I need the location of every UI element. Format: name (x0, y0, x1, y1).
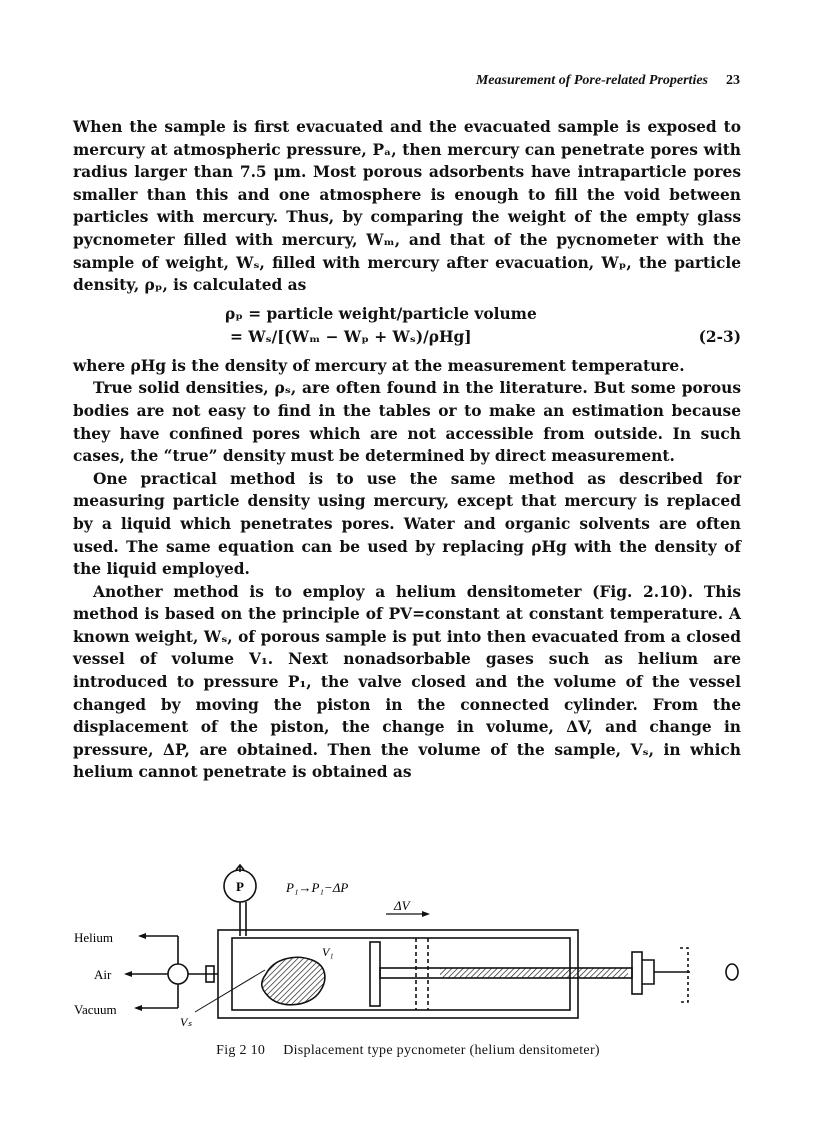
body-text (73, 116, 741, 784)
helium-label: Helium (74, 930, 113, 945)
delta-v-label: ΔV (394, 898, 410, 913)
pycnometer-diagram (60, 862, 760, 1042)
paragraph-5: Another method is to employ a helium densitometer (Fig. 2.10). This method is based on the principle of PV=constant at constant temperature. A known weight, Wₛ, of porous sample is put into then evacuated from a closed vessel of volume V₁. Next nonadsorbable gases such as helium are introduced to pressure P₁, the valve closed and the volume of the vessel changed by moving the piston in the connected cylinder. From the displacement of the piston, the change in volume, ΔV, and change in pressure, ΔP, are obtained. Then the volume of the sample, Vₛ, in which helium cannot penetrate is obtained as (73, 582, 741, 782)
page-number: 23 (726, 73, 740, 88)
porous-sample (262, 957, 325, 1004)
running-title: Measurement of Pore-related Properties (475, 73, 708, 88)
v1-label: V₁ (322, 945, 334, 959)
equation-line-1: ρₚ = particle weight/particle volume (225, 304, 537, 323)
equation-line-2: = Wₛ/[(Wₘ − Wₚ + Wₛ)/ρHg] (230, 327, 472, 346)
gauge-label: P (236, 879, 244, 894)
caption-number: Fig 2 10 (216, 1043, 266, 1058)
figure-pycnometer (60, 862, 760, 1042)
caption-text: Displacement type pycnometer (helium densitometer) (283, 1043, 600, 1058)
paragraph-4: One practical method is to use the same method as described for measuring particle density using mercury, except that mercury is replaced by a liquid which penetrates pores. Water and organic solvents are often used. The same equation can be used by replacing ρHg with the density of the liquid employed. (73, 469, 741, 579)
equation-2-3 (73, 303, 741, 349)
vacuum-label: Vacuum (74, 1002, 117, 1017)
equation-number: (2-3) (698, 327, 741, 346)
piston (370, 942, 380, 1006)
valve-icon (168, 964, 188, 984)
paragraph-2: where ρHg is the density of mercury at the measurement temperature. (73, 356, 685, 375)
paragraph-3: True solid densities, ρₛ, are often found in the literature. But some porous bodies are not easy to find in the tables or to make an estimation because they have confined pores which are not accessible from outside. In such cases, the “true” density must be determined by direct measurement. (73, 379, 741, 466)
pressure-change-label: P₁→P₁−ΔP (286, 880, 349, 895)
vs-label: Vₛ (180, 1015, 192, 1029)
figure-caption (0, 1043, 816, 1059)
air-label: Air (94, 967, 112, 982)
running-header (70, 73, 740, 89)
paragraph-1: When the sample is first evacuated and the evacuated sample is exposed to mercury at atmospheric pressure, Pₐ, then mercury can penetrate pores with radius larger than 7.5 μm. Most porous adsorbents have intraparticle pores smaller than this and one atmosphere is enough to fill the void between particles with mercury. Thus, by comparing the weight of the empty glass pycnometer filled with mercury, Wₘ, and that of the pycnometer with the sample of weight, Wₛ, filled with mercury after evacuation, Wₚ, the particle density, ρₚ, is calculated as (73, 118, 741, 295)
